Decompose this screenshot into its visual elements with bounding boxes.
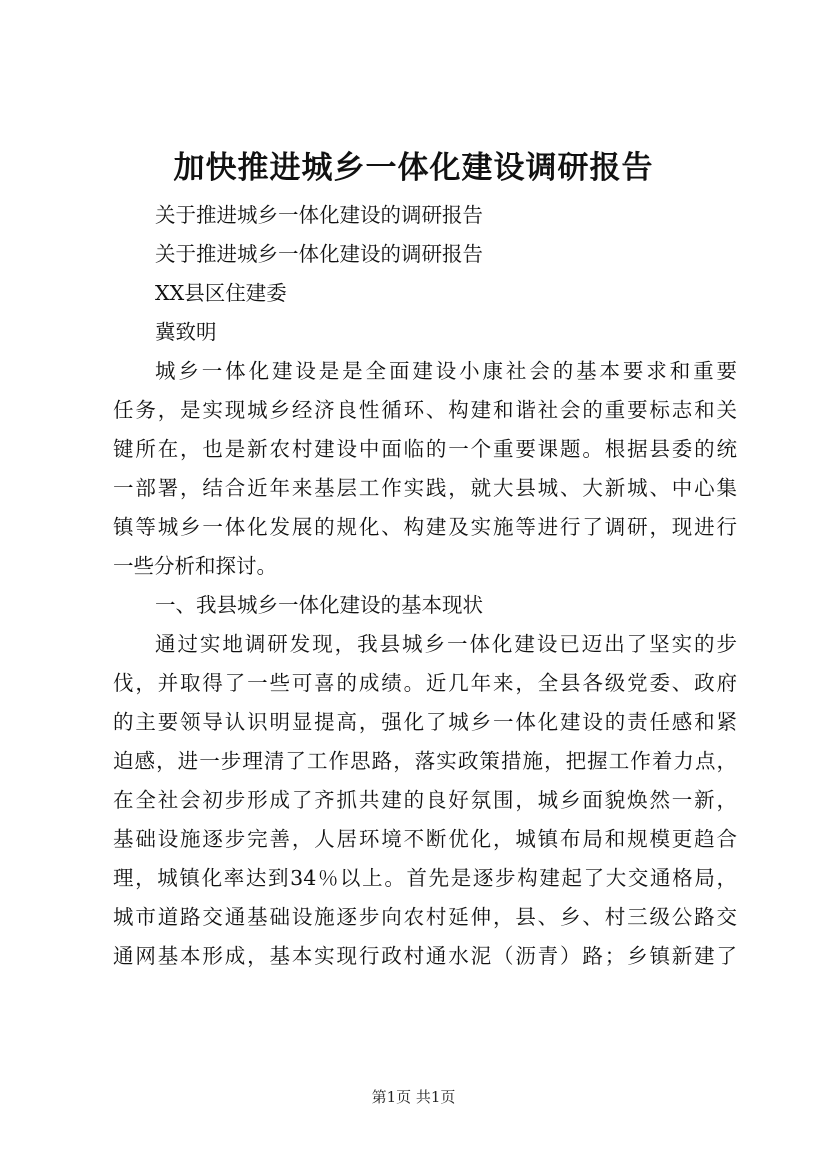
body-line: 一、我县城乡一体化建设的基本现状 bbox=[155, 593, 483, 617]
body-line: 关于推进城乡一体化建设的调研报告 bbox=[155, 203, 483, 227]
body-line: 城乡一体化建设是是全面建设小康社会的基本要求和重要 bbox=[155, 359, 737, 383]
body-line: 理，城镇化率达到34％以上。首先是逐步构建起了大交通格局， bbox=[113, 866, 737, 890]
body-line: XX县区住建委 bbox=[155, 281, 287, 305]
body-line: 伐，并取得了一些可喜的成绩。近几年来，全县各级党委、政府 bbox=[113, 671, 737, 695]
body-line: 关于推进城乡一体化建设的调研报告 bbox=[155, 242, 483, 266]
document-title: 加快推进城乡一体化建设调研报告 bbox=[173, 150, 654, 186]
page-footer: 第1页 共1页 bbox=[371, 1088, 456, 1106]
body-line: 城市道路交通基础设施逐步向农村延伸，县、乡、村三级公路交 bbox=[113, 905, 737, 929]
body-line: 在全社会初步形成了齐抓共建的良好氛围，城乡面貌焕然一新， bbox=[113, 788, 737, 812]
document-body bbox=[113, 196, 737, 976]
body-line: 迫感，进一步理清了工作思路，落实政策措施，把握工作着力点， bbox=[113, 749, 737, 773]
body-line: 通网基本形成，基本实现行政村通水泥（沥青）路；乡镇新建了 bbox=[113, 944, 737, 968]
body-line: 一些分析和探讨。 bbox=[113, 554, 277, 578]
body-line: 的主要领导认识明显提高，强化了城乡一体化建设的责任感和紧 bbox=[113, 710, 737, 734]
body-line: 一部署，结合近年来基层工作实践，就大县城、大新城、中心集 bbox=[113, 476, 737, 500]
body-line: 通过实地调研发现，我县城乡一体化建设已迈出了坚实的步 bbox=[155, 632, 737, 656]
body-line: 键所在，也是新农村建设中面临的一个重要课题。根据县委的统 bbox=[113, 437, 737, 461]
body-line: 基础设施逐步完善，人居环境不断优化，城镇布局和规模更趋合 bbox=[113, 827, 737, 851]
body-line: 冀致明 bbox=[155, 320, 217, 344]
body-line: 任务，是实现城乡经济良性循环、构建和谐社会的重要标志和关 bbox=[113, 398, 737, 422]
body-line: 镇等城乡一体化发展的规化、构建及实施等进行了调研，现进行 bbox=[113, 515, 737, 539]
